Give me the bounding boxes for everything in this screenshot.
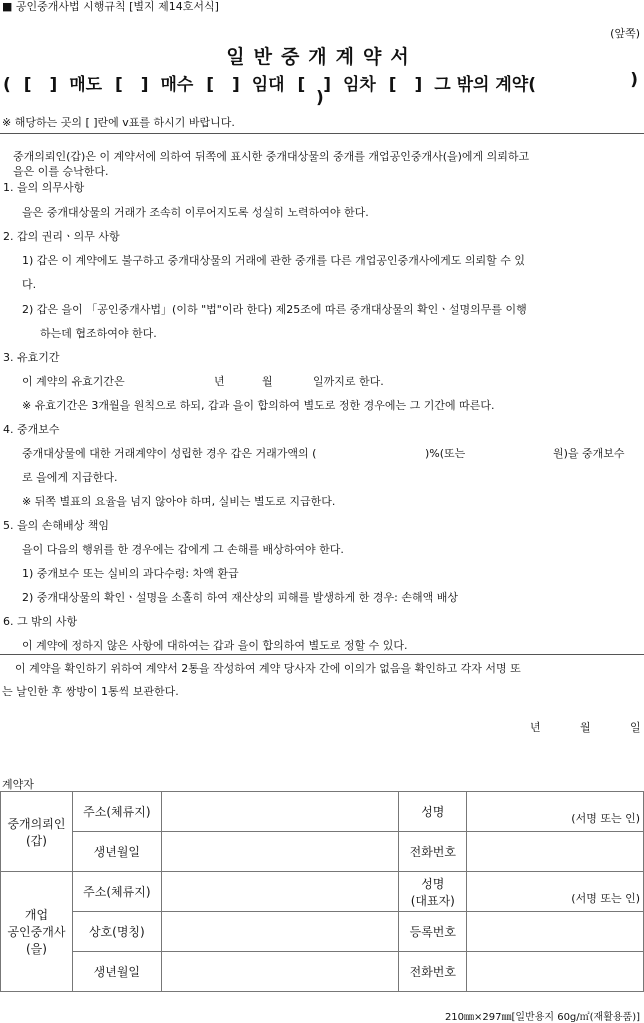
broker-birth-field[interactable] (161, 952, 399, 992)
closing-day: 일 (630, 721, 641, 734)
closing-year: 년 (530, 721, 541, 734)
client-address-label: 주소(체류지) (72, 792, 161, 832)
section-3-month: 월 (262, 375, 273, 388)
checkbox-purchase[interactable]: [ ] (114, 75, 149, 95)
checkbox-instruction: ※ 해당하는 곳의 [ ]란에 v표를 하시기 바랍니다. (2, 116, 235, 129)
type-open-paren: ( (3, 75, 11, 95)
client-phone-field[interactable] (467, 832, 644, 872)
type-sale-label: 매도 (69, 75, 103, 95)
contract-party-table (0, 791, 644, 992)
section-5-item-1: 1) 중개보수 또는 실비의 과다수령: 차액 환급 (22, 567, 239, 580)
table-caption: 계약자 (2, 778, 34, 791)
section-1-body: 을은 중개대상물의 거래가 조속히 이루어지도록 성실히 노력하여야 한다. (22, 206, 369, 219)
broker-birth-label: 생년월일 (72, 952, 161, 992)
divider-top (0, 133, 644, 134)
section-3-until: 일까지로 한다. (313, 375, 384, 388)
intro-line-2: 을은 이를 승낙한다. (13, 165, 109, 178)
paper-spec-footer: 210㎜×297㎜[일반용지 60g/㎡(재활용품)] (444, 1012, 640, 1023)
section-4-body-a1: 중개대상물에 대한 거래계약이 성립한 경우 갑은 거래가액의 ( (22, 447, 317, 460)
section-3-note: ※ 유효기간은 3개월을 원칙으로 하되, 갑과 을이 합의하여 별도로 정한 경우에는 그 기간에 따른다. (22, 399, 495, 412)
client-sign-note: (서명 또는 인) (571, 811, 640, 825)
type-lease-label: 임대 (251, 75, 285, 95)
broker-name-field[interactable] (467, 872, 644, 912)
broker-name-label: 성명 (대표자) (399, 872, 467, 912)
closing-line-1: 이 계약을 확인하기 위하여 계약서 2통을 작성하여 계약 당사자 간에 이의가 없음을 확인하고 각자 서명 또 (15, 662, 521, 675)
page-side-label: (앞쪽) (610, 27, 640, 40)
client-birth-label: 생년월일 (72, 832, 161, 872)
divider-closing (0, 654, 644, 655)
section-6-heading: 6. 그 밖의 사항 (3, 615, 78, 628)
broker-sign-note: (서명 또는 인) (571, 891, 640, 905)
section-3-heading: 3. 유효기간 (3, 351, 60, 364)
section-5-heading: 5. 을의 손해배상 책임 (3, 519, 109, 532)
section-4-body-b: 로 을에게 지급한다. (22, 471, 118, 484)
section-2-item-1b: 다. (22, 278, 37, 291)
section-4-body-a2: )%(또는 (425, 447, 466, 460)
broker-phone-field[interactable] (467, 952, 644, 992)
broker-phone-label: 전화번호 (399, 952, 467, 992)
closing-month: 월 (580, 721, 591, 734)
type-purchase-label: 매수 (160, 75, 194, 95)
broker-registration-field[interactable] (467, 912, 644, 952)
broker-address-field[interactable] (161, 872, 399, 912)
section-1-heading: 1. 을의 의무사항 (3, 181, 85, 194)
document-title: 일반중개계약서 (226, 46, 418, 68)
broker-label-cell: 개업 공인중개사 (을) (1, 872, 73, 992)
section-2-item-2b: 하는데 협조하여야 한다. (40, 327, 157, 340)
checkbox-sale[interactable]: [ ] (23, 75, 58, 95)
section-2-item-2a: 2) 갑은 을이 「공인중개사법」(이하 "법"이라 한다) 제25조에 따른 중개대상물의 확인ㆍ설명의무를 이행 (22, 303, 527, 316)
type-close-paren: ) (630, 70, 638, 90)
section-4-heading: 4. 중개보수 (3, 423, 60, 436)
section-2-item-1a: 1) 갑은 이 계약에도 불구하고 중개대상물의 거래에 관한 중개를 다른 개업공인중개사에게도 의뢰할 수 있 (22, 254, 526, 267)
client-phone-label: 전화번호 (399, 832, 467, 872)
intro-line-1: 중개의뢰인(갑)은 이 계약서에 의하여 뒤쪽에 표시한 중개대상물의 중개를 개업공인중개사(을)에게 의뢰하고 (13, 150, 530, 163)
broker-address-label: 주소(체류지) (72, 872, 161, 912)
section-2-heading: 2. 갑의 권리ㆍ의무 사항 (3, 230, 120, 243)
section-4-body-a3: 원)을 중개보수 (553, 447, 625, 460)
client-address-field[interactable] (161, 792, 399, 832)
section-4-note: ※ 뒤쪽 별표의 요율을 넘지 않아야 하며, 실비는 별도로 지급한다. (22, 495, 336, 508)
checkbox-rent[interactable]: [ ] (297, 75, 332, 95)
broker-trade-name-label: 상호(명칭) (72, 912, 161, 952)
client-name-field[interactable] (467, 792, 644, 832)
checkbox-lease[interactable]: [ ] (206, 75, 240, 95)
client-label-cell: 중개의뢰인 (갑) (1, 792, 73, 872)
section-5-body: 을이 다음의 행위를 한 경우에는 갑에게 그 손해를 배상하여야 한다. (22, 543, 344, 556)
contract-type-row (3, 70, 536, 95)
section-5-item-2: 2) 중개대상물의 확인ㆍ설명을 소홀히 하여 재산상의 피해를 발생하게 한 경우: 손해액 배상 (22, 591, 458, 604)
stray-paren: ) (316, 88, 324, 108)
form-reference: ■ 공인중개사법 시행규칙 [별지 제14호서식] (2, 0, 219, 13)
checkbox-other[interactable]: [ ] (388, 75, 423, 95)
section-6-body: 이 계약에 정하지 않은 사항에 대하여는 갑과 을이 합의하여 별도로 정할 수 있다. (22, 639, 408, 652)
closing-line-2: 는 날인한 후 쌍방이 1통씩 보관한다. (2, 685, 179, 698)
type-rent-label: 임차 (342, 75, 376, 95)
broker-trade-name-field[interactable] (161, 912, 399, 952)
section-3-body-prefix: 이 계약의 유효기간은 (22, 375, 125, 388)
client-name-label: 성명 (399, 792, 467, 832)
broker-registration-label: 등록번호 (399, 912, 467, 952)
section-3-year: 년 (214, 375, 225, 388)
client-birth-field[interactable] (161, 832, 399, 872)
type-other-label: 그 밖의 계약( (434, 75, 536, 95)
